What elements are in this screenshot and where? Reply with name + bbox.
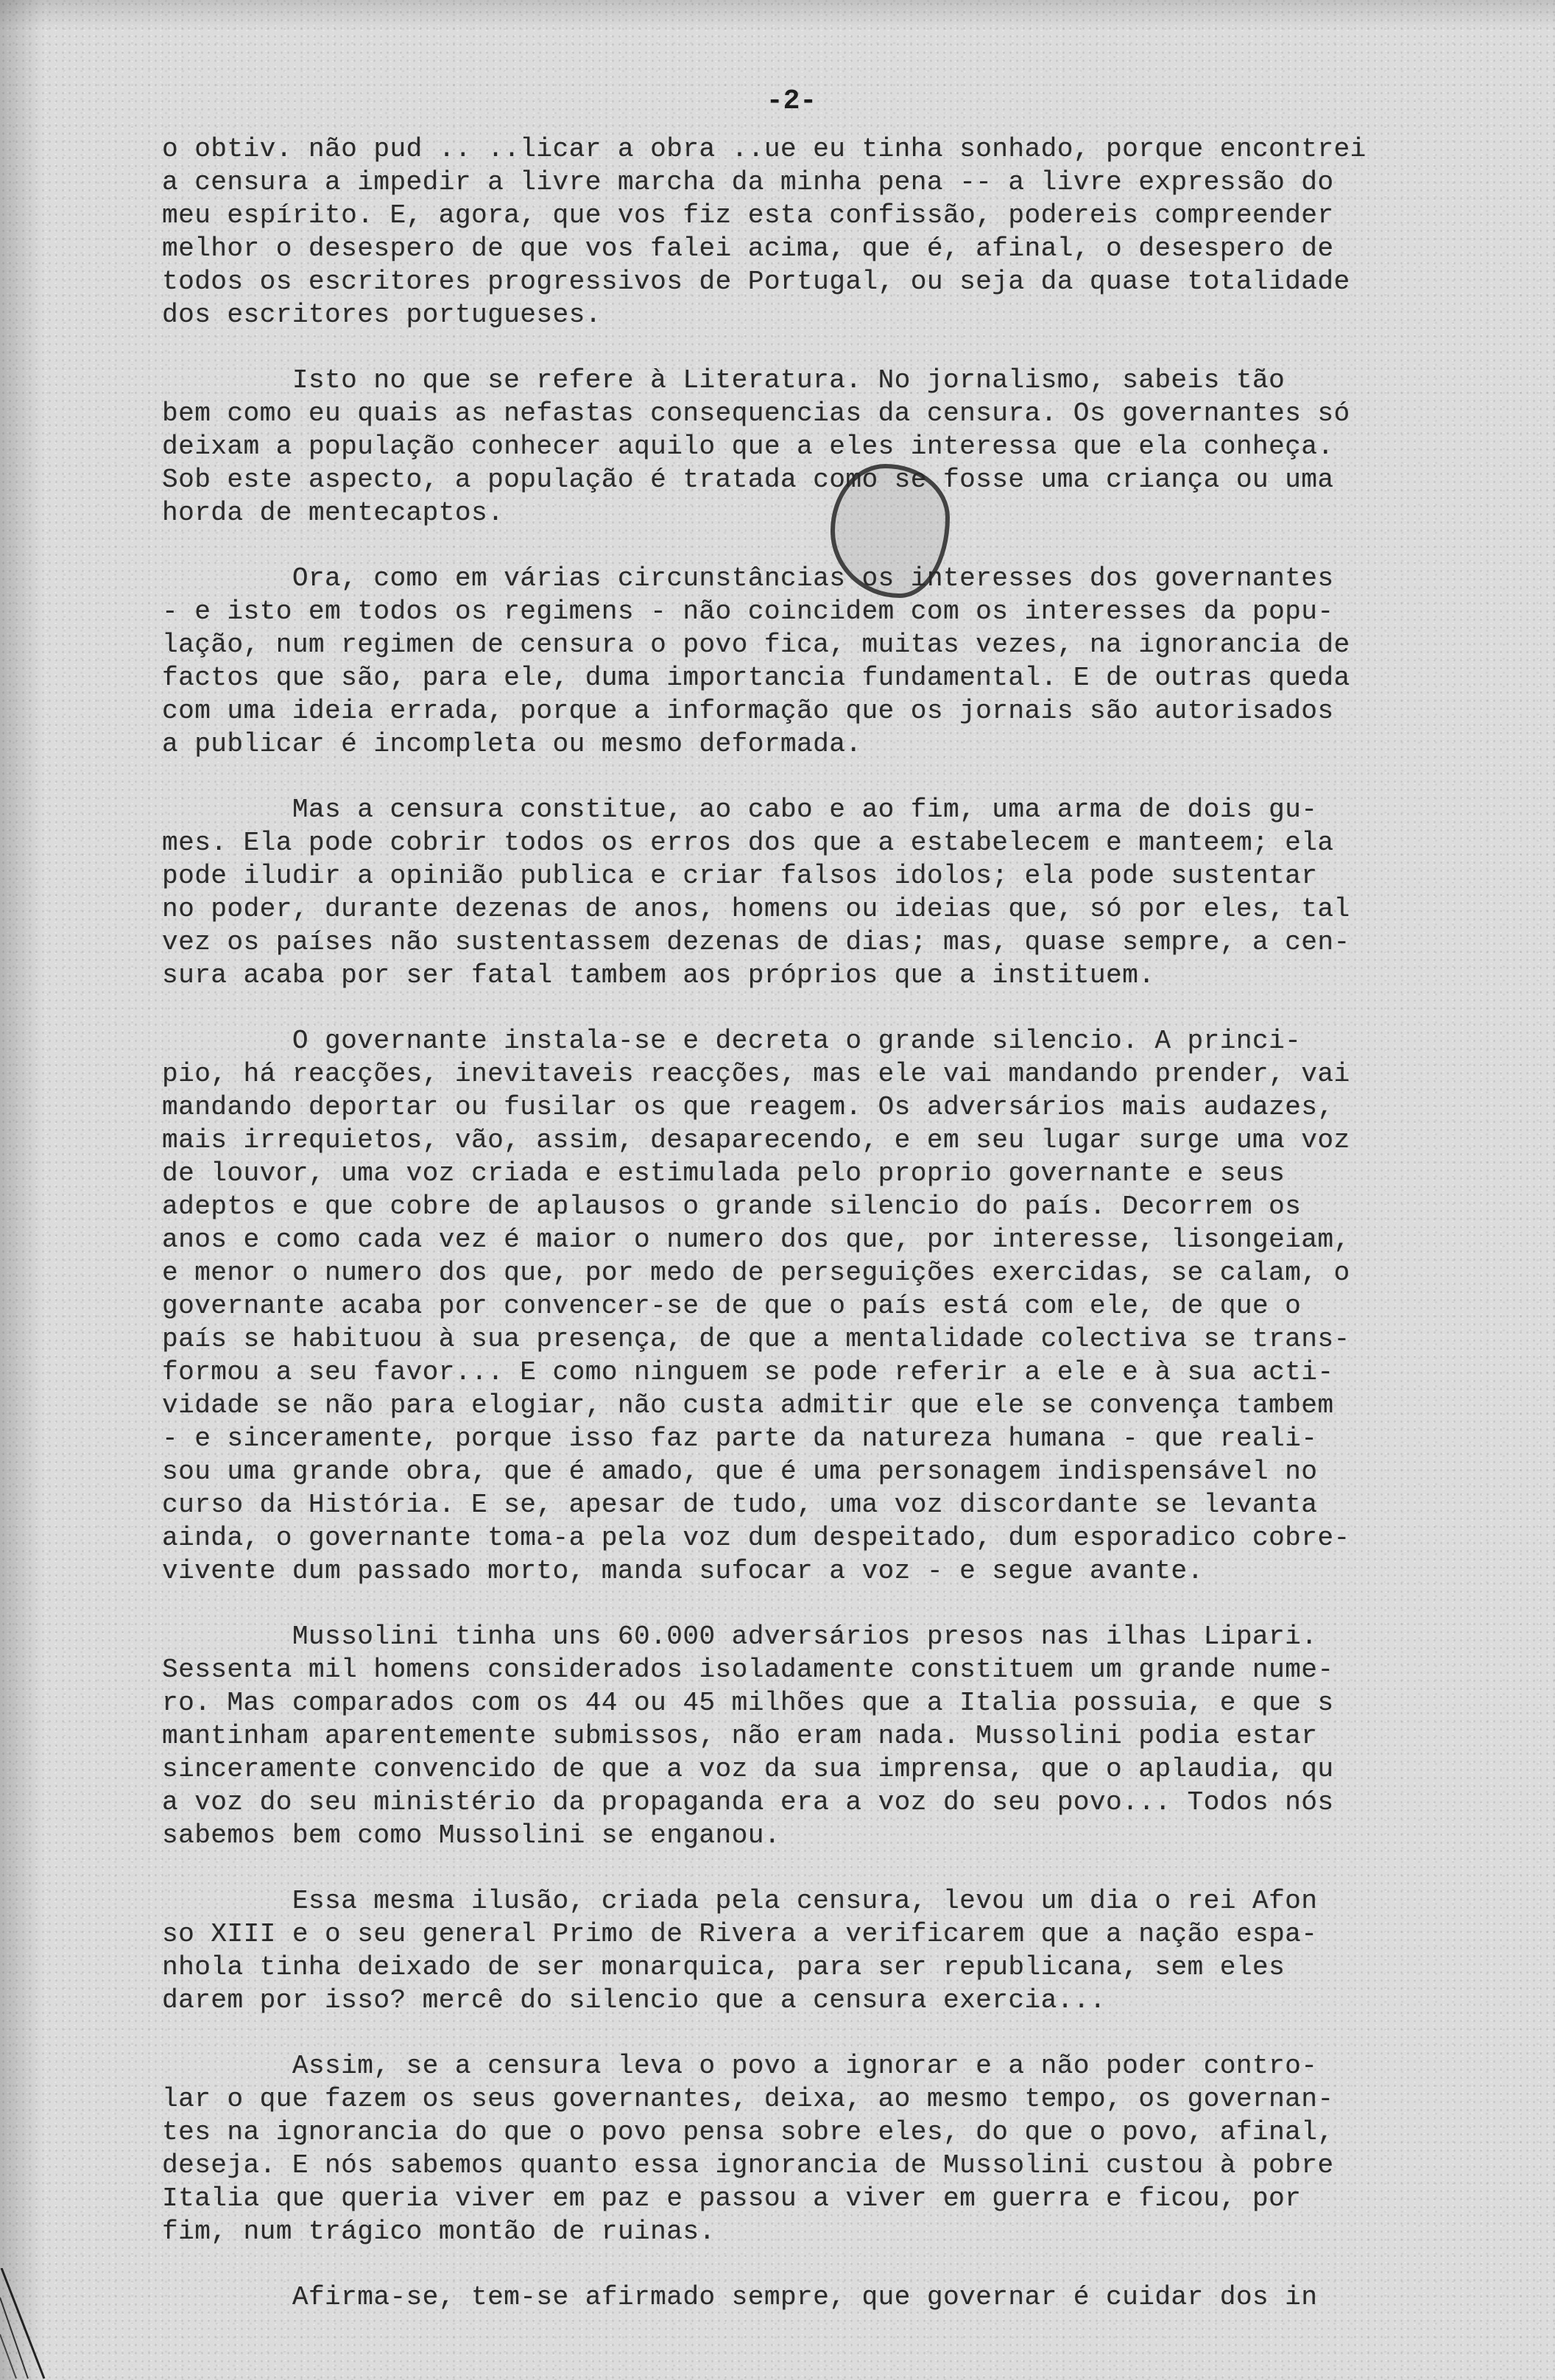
paragraph xyxy=(162,1884,1473,2017)
text-line: sura acaba por ser fatal tambem aos próprios que a instituem. xyxy=(162,960,1155,990)
text-line: deseja. E nós sabemos quanto essa ignorancia de Mussolini custou à pobre xyxy=(162,2150,1334,2180)
text-line: Italia que queria viver em paz e passou a viver em guerra e ficou, por xyxy=(162,2183,1302,2214)
paragraph xyxy=(162,364,1473,529)
text-line: governante acaba por convencer-se de que o país está com ele, de que o xyxy=(162,1291,1302,1321)
paragraph xyxy=(162,133,1473,331)
text-line: tes na ignorancia do que o povo pensa sobre eles, do que o povo, afinal, xyxy=(162,2117,1334,2147)
text-line: ro. Mas comparados com os 44 ou 45 milhões que a Italia possuia, e que s xyxy=(162,1688,1334,1718)
text-line: Mussolini tinha uns 60.000 adversários presos nas ilhas Lipari. xyxy=(162,1622,1318,1652)
text-line: adeptos e que cobre de aplausos o grande silencio do país. Decorrem os xyxy=(162,1191,1302,1222)
page-number: -2- xyxy=(766,85,817,117)
text-line: lar o que fazem os seus governantes, deixa, ao mesmo tempo, os governan- xyxy=(162,2084,1334,2114)
text-line: mais irrequietos, vão, assim, desaparecendo, e em seu lugar surge uma voz xyxy=(162,1125,1350,1155)
text-line: todos os escritores progressivos de Portugal, ou seja da quase totalidade xyxy=(162,267,1350,297)
text-line: bem como eu quais as nefastas consequencias da censura. Os governantes só xyxy=(162,398,1350,429)
text-line: sabemos bem como Mussolini se enganou. xyxy=(162,1820,780,1851)
text-line: vez os países não sustentassem dezenas de dias; mas, quase sempre, a cen- xyxy=(162,927,1350,957)
text-line: a censura a impedir a livre marcha da minha pena -- a livre expressão do xyxy=(162,167,1334,197)
text-line: e menor o numero dos que, por medo de perseguições exercidas, se calam, o xyxy=(162,1258,1350,1288)
paragraph xyxy=(162,562,1473,761)
text-line: mandando deportar ou fusilar os que reagem. Os adversários mais audazes, xyxy=(162,1092,1334,1122)
paragraph xyxy=(162,2049,1473,2248)
text-line: O governante instala-se e decreta o grande silencio. A princi- xyxy=(162,1026,1302,1056)
text-line: pode iludir a opinião publica e criar falsos idolos; ela pode sustentar xyxy=(162,861,1318,891)
text-line: a voz do seu ministério da propaganda era a voz do seu povo... Todos nós xyxy=(162,1787,1334,1817)
text-line: sinceramente convencido de que a voz da sua imprensa, que o aplaudia, qu xyxy=(162,1754,1334,1784)
text-line: a publicar é incompleta ou mesmo deformada. xyxy=(162,729,862,759)
text-line: Assim, se a censura leva o povo a ignorar e a não poder contro- xyxy=(162,2051,1318,2081)
text-line: factos que são, para ele, duma importancia fundamental. E de outras queda xyxy=(162,663,1350,693)
text-line: fim, num trágico montão de ruinas. xyxy=(162,2217,716,2247)
text-line: Afirma-se, tem-se afirmado sempre, que governar é cuidar dos in xyxy=(162,2282,1318,2312)
paragraph xyxy=(162,2281,1473,2314)
text-line: Isto no que se refere à Literatura. No jornalismo, sabeis tão xyxy=(162,365,1286,395)
text-line: vidade se não para elogiar, não custa admitir que ele se convença tambem xyxy=(162,1390,1334,1420)
text-line: Mas a censura constitue, ao cabo e ao fim, uma arma de dois gu- xyxy=(162,795,1318,825)
text-line: sou uma grande obra, que é amado, que é uma personagem indispensável no xyxy=(162,1457,1318,1487)
text-line: meu espírito. E, agora, que vos fiz esta confissão, podereis compreender xyxy=(162,200,1334,230)
text-line: com uma ideia errada, porque a informação que os jornais são autorisados xyxy=(162,696,1334,726)
text-line: o obtiv. não pud .. ..licar a obra ..ue eu tinha sonhado, porque encontrei xyxy=(162,134,1367,164)
text-line: mes. Ela pode cobrir todos os erros dos que a estabelecem e manteem; ela xyxy=(162,828,1334,858)
text-line: ainda, o governante toma-a pela voz dum despeitado, dum esporadico cobre- xyxy=(162,1523,1350,1553)
text-line: curso da História. E se, apesar de tudo, uma voz discordante se levanta xyxy=(162,1490,1318,1520)
paragraph xyxy=(162,1024,1473,1588)
paragraph xyxy=(162,1620,1473,1852)
text-line: lação, num regimen de censura o povo fica, muitas vezes, na ignorancia de xyxy=(162,630,1350,660)
text-line: país se habituou à sua presença, de que a mentalidade colectiva se trans- xyxy=(162,1324,1350,1354)
document-body xyxy=(162,133,1473,2346)
text-line: mantinham aparentemente submissos, não eram nada. Mussolini podia estar xyxy=(162,1721,1318,1751)
text-line: vivente dum passado morto, manda sufocar a voz - e segue avante. xyxy=(162,1556,1204,1586)
text-line: nhola tinha deixado de ser monarquica, para ser republicana, sem eles xyxy=(162,1952,1286,1982)
text-line: melhor o desespero de que vos falei acima, que é, afinal, o desespero de xyxy=(162,233,1334,264)
corner-scratch-mark xyxy=(0,2268,88,2380)
text-line: dos escritores portugueses. xyxy=(162,300,602,330)
text-line: Essa mesma ilusão, criada pela censura, levou um dia o rei Afon xyxy=(162,1886,1318,1916)
text-line: no poder, durante dezenas de anos, homens ou ideias que, só por eles, tal xyxy=(162,894,1350,924)
paragraph xyxy=(162,793,1473,992)
scan-top-shadow xyxy=(0,0,1555,29)
text-line: Sessenta mil homens considerados isoladamente constituem um grande nume- xyxy=(162,1655,1334,1685)
text-line: pio, há reacções, inevitaveis reacções, mas ele vai mandando prender, vai xyxy=(162,1059,1350,1089)
text-line: de louvor, uma voz criada e estimulada pelo proprio governante e seus xyxy=(162,1158,1286,1189)
text-line: anos e como cada vez é maior o numero dos que, por interesse, lisongeiam, xyxy=(162,1225,1350,1255)
scan-edge-shadow xyxy=(0,0,44,2380)
text-line: deixam a população conhecer aquilo que a eles interessa que ela conheça. xyxy=(162,432,1334,462)
text-line: - e isto em todos os regimens - não coincidem com os interesses da popu- xyxy=(162,596,1334,627)
text-line: Sob este aspecto, a população é tratada como se fosse uma criança ou uma xyxy=(162,465,1334,495)
text-line: Ora, como em várias circunstâncias os interesses dos governantes xyxy=(162,563,1334,594)
text-line: darem por isso? mercê do silencio que a censura exercia... xyxy=(162,1985,1107,2015)
text-line: - e sinceramente, porque isso faz parte da natureza humana - que reali- xyxy=(162,1423,1318,1454)
text-line: formou a seu favor... E como ninguem se pode referir a ele e à sua acti- xyxy=(162,1357,1334,1387)
text-line: so XIII e o seu general Primo de Rivera a verificarem que a nação espa- xyxy=(162,1919,1318,1949)
text-line: horda de mentecaptos. xyxy=(162,498,504,528)
